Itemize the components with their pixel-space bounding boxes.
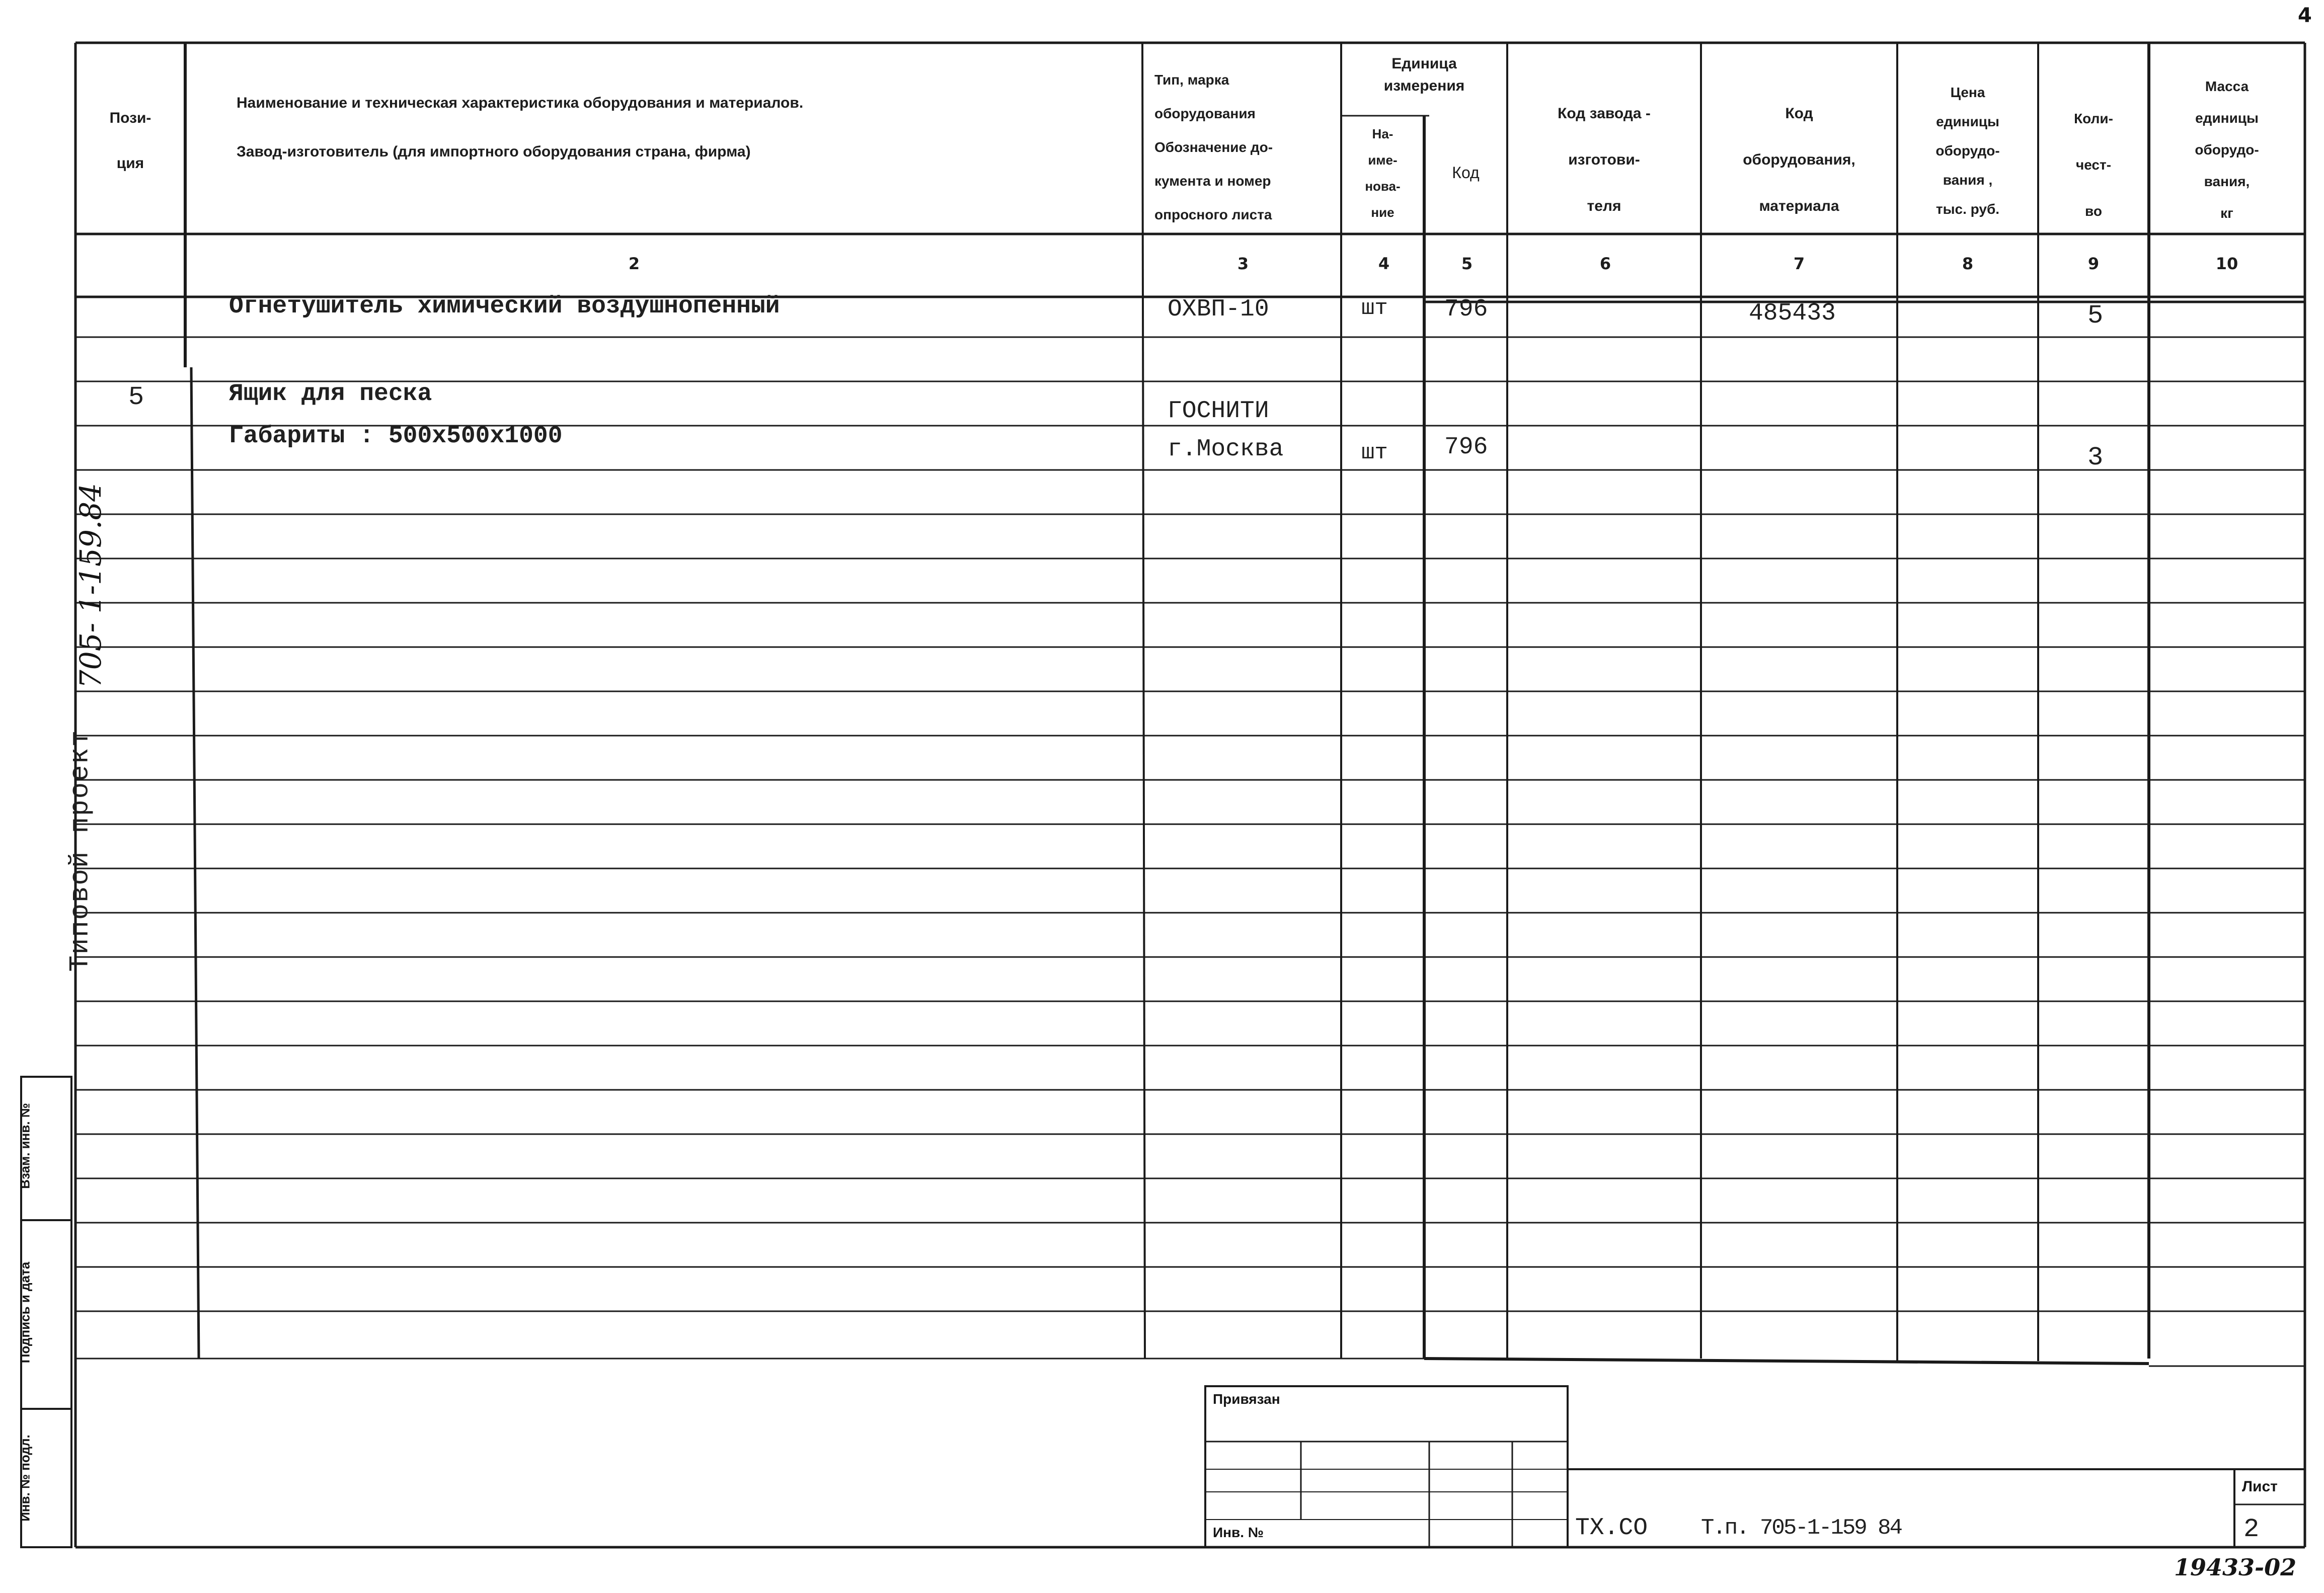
item-name: Ящик для песка — [229, 380, 432, 408]
header-mass: Масса единицы оборудо- вания, кг — [2195, 78, 2259, 221]
item-name: Габариты : 500х500х1000 — [229, 423, 563, 450]
column-number: 8 — [1962, 254, 1974, 273]
header-unit-group: Единица измерения — [1383, 55, 1465, 94]
stamp-field-original-inv: Инв. № подл. — [17, 1435, 33, 1522]
item-quantity: 5 — [2087, 301, 2104, 331]
item-unit-code: 796 — [1444, 434, 1488, 461]
archive-number: 19433-02 — [2174, 1554, 2297, 1581]
column-number: 7 — [1793, 254, 1805, 273]
header-unit-code: Код — [1452, 164, 1480, 182]
item-position: 5 — [128, 382, 144, 412]
item-name: Огнетушитель химический воздушнопенный — [229, 293, 780, 320]
item-unit: шт — [1361, 296, 1388, 321]
header-unit-name: На- име- нова- ние — [1365, 126, 1401, 220]
header-position: Пози- ция — [109, 110, 151, 172]
attached-label: Привязан — [1213, 1391, 1280, 1407]
column-number: 6 — [1599, 254, 1611, 273]
column-number: 2 — [628, 254, 640, 273]
header-quantity: Коли- чест- во — [2074, 111, 2113, 219]
sheet-label: Лист — [2242, 1478, 2278, 1495]
column-number: 3 — [1237, 254, 1249, 273]
column-number: 5 — [1461, 254, 1473, 273]
header-name-line2: Завод-изготовитель (для импортного оборудования страна, фирма) — [237, 143, 751, 160]
item-unit-code: 796 — [1444, 296, 1488, 323]
sheet-number: 2 — [2243, 1515, 2260, 1544]
column-number: 4 — [1378, 254, 1390, 273]
header-factory-code: Код завода - изготови- теля — [1558, 105, 1651, 214]
item-material-code: 485433 — [1749, 300, 1836, 327]
header-material-code: Код оборудования, материала — [1743, 105, 1855, 214]
header-name-line1: Наименование и техническая характеристика оборудования и материалов. — [237, 95, 804, 111]
page-number: 4 — [2298, 4, 2312, 27]
item-type: г.Москва — [1168, 436, 1284, 463]
document-code: ТХ.СО — [1575, 1515, 1648, 1542]
header-price: Цена единицы оборудо- вания , тыс. руб. — [1935, 85, 2000, 217]
standard-project-label: Типовой проект — [65, 729, 96, 972]
header-type: Тип, марка оборудования Обозначение до- кумента и номер опросного листа — [1154, 72, 1273, 222]
project-number-handwritten: 705- 1-159.84 — [73, 483, 108, 689]
document-number: Т.п. 705-1-159 84 — [1701, 1516, 1901, 1541]
column-number: 10 — [2215, 254, 2238, 273]
item-type: ГОСНИТИ — [1168, 397, 1269, 425]
stamp-field-signature-date: Подпись и дата — [17, 1261, 33, 1364]
item-unit: шт — [1361, 440, 1388, 465]
inventory-number-label: Инв. № — [1213, 1525, 1264, 1540]
stamp-field-replaced-inv: Взам. инв. № — [17, 1103, 33, 1189]
column-number: 9 — [2087, 254, 2100, 273]
item-type: ОХВП-10 — [1168, 296, 1269, 323]
item-quantity: 3 — [2087, 443, 2104, 472]
